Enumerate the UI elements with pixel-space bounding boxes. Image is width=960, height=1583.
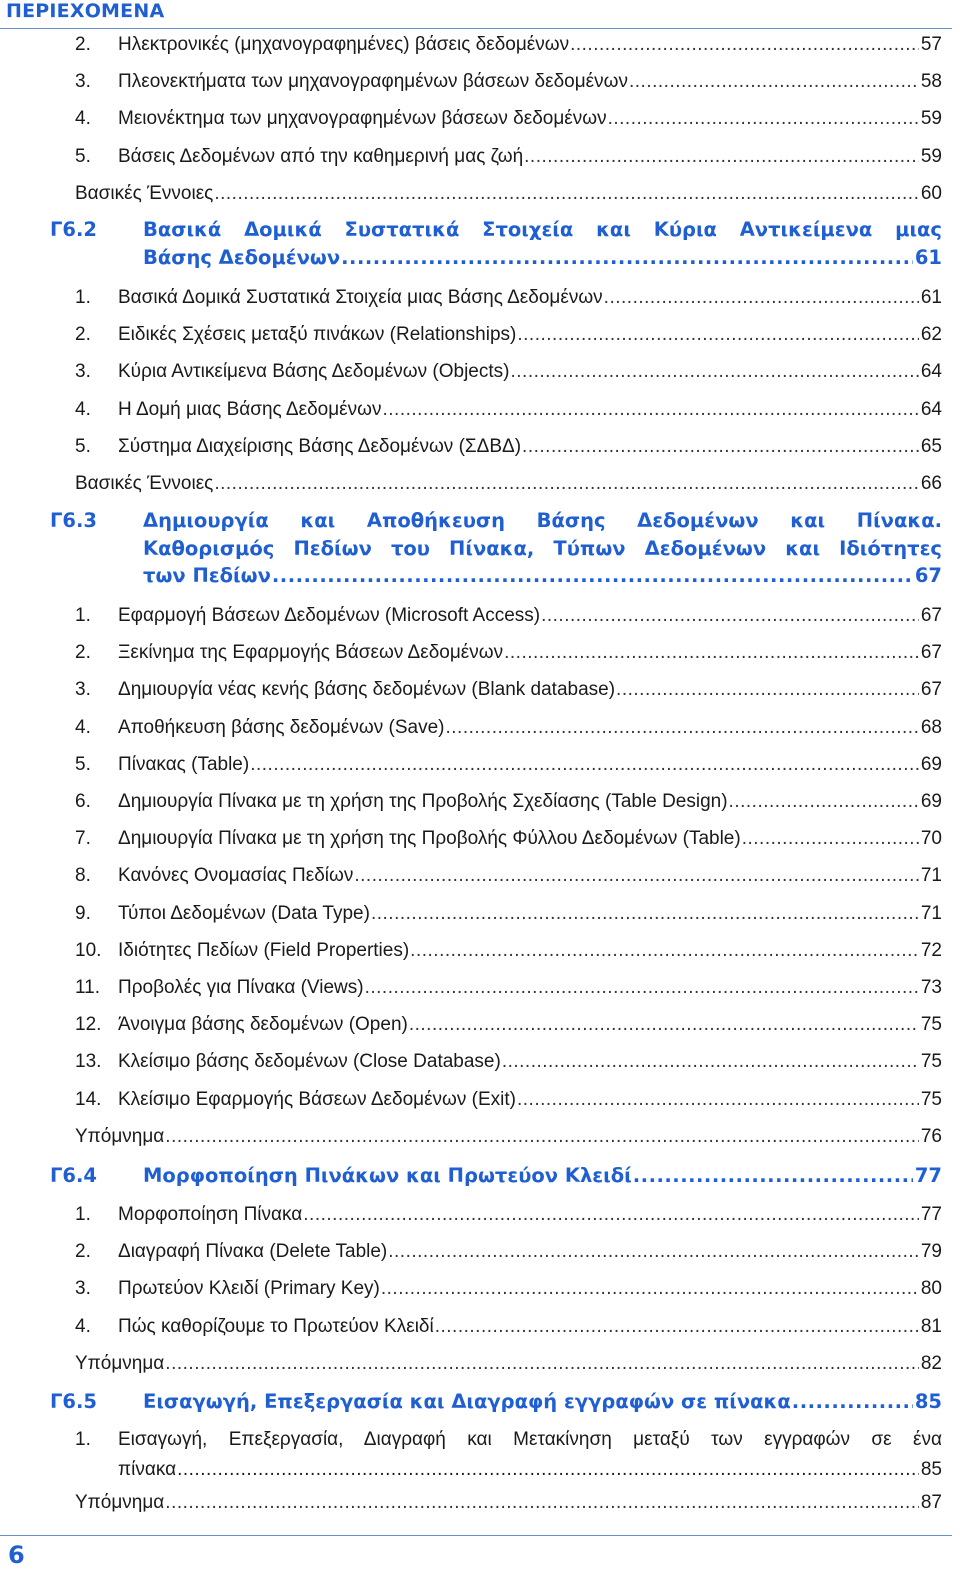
toc-leader-dots xyxy=(729,783,919,820)
toc-leader-dots xyxy=(504,634,919,671)
toc-entry-line xyxy=(118,353,942,390)
toc-leader-dots xyxy=(341,244,913,271)
toc-entry-title: Προβολές για Πίνακα (Views) xyxy=(118,977,364,998)
toc-entry[interactable] xyxy=(0,175,960,212)
toc-leader-dots xyxy=(388,1233,919,1270)
toc-entry[interactable] xyxy=(0,1043,960,1080)
toc-entry-page: 69 xyxy=(920,791,942,812)
toc-leader-dots xyxy=(629,63,919,100)
toc-entry-title: Η Δομή μιας Βάσης Δεδομένων xyxy=(118,398,382,420)
toc-entry-line xyxy=(118,138,942,175)
toc-entry[interactable] xyxy=(0,1196,960,1233)
toc-entry-page: 85 xyxy=(920,1459,942,1480)
toc-entry-line xyxy=(118,391,942,428)
toc-entry[interactable] xyxy=(0,671,960,708)
toc-entry-page: 57 xyxy=(920,34,942,55)
toc-section-code: Γ6.4 xyxy=(50,1164,97,1187)
toc-entry-number: 12. xyxy=(75,1014,102,1036)
toc-entry-number: 3. xyxy=(75,1278,91,1300)
toc-leader-dots xyxy=(502,1043,919,1080)
toc-entry-line xyxy=(118,1270,942,1307)
toc-entry-page: 71 xyxy=(920,865,942,887)
toc-leader-dots xyxy=(517,1081,919,1118)
toc-leader-dots xyxy=(524,138,919,175)
toc-entry-page: 82 xyxy=(920,1352,942,1374)
toc-leader-dots xyxy=(792,1388,913,1415)
toc-entry-line xyxy=(118,1006,942,1043)
toc-section-code: Γ6.3 xyxy=(50,509,97,532)
toc-entry-number: 7. xyxy=(75,828,91,850)
toc-entry-page: 72 xyxy=(920,939,942,961)
toc-entry-page: 71 xyxy=(920,902,942,924)
toc-entry-title: Δημιουργία Πίνακα με τη χρήση της Προβολής Σχεδίασης (Table Design) xyxy=(118,791,728,812)
toc-entry-number: 11. xyxy=(75,977,101,998)
toc-entry-line xyxy=(118,820,942,857)
toc-entry-line xyxy=(75,175,942,212)
toc-entry-line xyxy=(118,1233,942,1270)
toc-entry[interactable] xyxy=(0,353,960,390)
toc-leader-dots xyxy=(272,562,913,589)
toc-entry-number: 10. xyxy=(75,939,102,961)
toc-entry-title: Κλείσιμο βάσης δεδομένων (Close Database) xyxy=(118,1051,501,1073)
toc-entry[interactable] xyxy=(0,1308,960,1345)
toc-entry-page: 67 xyxy=(920,679,942,701)
toc-entry[interactable] xyxy=(0,428,960,465)
toc-entry-number: 2. xyxy=(75,642,91,664)
toc-leader-dots xyxy=(381,1270,919,1307)
toc-entry-page: 61 xyxy=(920,287,942,308)
toc-leader-dots xyxy=(742,820,919,857)
toc-entry-page: 75 xyxy=(920,1088,942,1110)
toc-entry-line xyxy=(75,1118,942,1155)
toc-entry-number: 4. xyxy=(75,1315,91,1337)
toc-section-page: 85 xyxy=(914,1390,942,1413)
toc-section-title-line: Καθορισμός Πεδίων του Πίνακα, Τύπων Δεδομένων και Ιδιότητες xyxy=(143,536,942,560)
toc-entry-line xyxy=(118,671,942,708)
toc-leader-dots xyxy=(410,932,919,969)
toc-entry[interactable] xyxy=(0,100,960,137)
toc-entry-title: Τύποι Δεδομένων (Data Type) xyxy=(118,902,370,924)
toc-entry-line xyxy=(118,597,942,634)
toc-section-code: Γ6.2 xyxy=(50,218,97,241)
toc-entry-page: 64 xyxy=(920,361,942,383)
toc-section-page: 61 xyxy=(914,245,942,269)
toc-section-title: Μορφοποίηση Πινάκων και Πρωτεύον Κλειδί xyxy=(143,1164,632,1187)
toc-entry-title: Ειδικές Σχέσεις μεταξύ πινάκων (Relationships) xyxy=(118,324,517,346)
toc-entry[interactable] xyxy=(0,1270,960,1307)
toc-entry-line xyxy=(118,857,942,894)
toc-entry-number: 1. xyxy=(75,287,91,308)
toc-entry-line xyxy=(118,26,942,63)
toc-leader-dots xyxy=(522,428,919,465)
toc-entry-title: Πώς καθορίζουμε το Πρωτεύον Κλειδί xyxy=(118,1315,434,1337)
toc-entry-number: 3. xyxy=(75,679,91,701)
toc-entry-page: 68 xyxy=(920,716,942,738)
toc-section-title: Βάσης Δεδομένων xyxy=(143,245,341,269)
toc-entry-title: Βασικές Έννοιες xyxy=(75,182,214,204)
toc-leader-dots xyxy=(633,1162,913,1189)
toc-entry[interactable] xyxy=(0,709,960,746)
toc-leader-dots xyxy=(616,671,919,708)
toc-entry-page: 80 xyxy=(920,1278,942,1300)
toc-entry-line xyxy=(118,709,942,746)
toc-leader-dots xyxy=(517,316,918,353)
toc-section-title-line: Δημιουργία και Αποθήκευση Βάσης Δεδομένων και Πίνακα. xyxy=(143,509,942,532)
toc-entry-line xyxy=(118,746,942,783)
toc-entry-page: 67 xyxy=(920,605,942,626)
toc-entry[interactable] xyxy=(0,1345,960,1382)
toc-leader-dots xyxy=(165,1345,919,1382)
toc-entry-line xyxy=(118,895,942,932)
page-number: 6 xyxy=(8,1541,25,1569)
toc-section-title-line xyxy=(143,244,942,271)
toc-entry-page: 62 xyxy=(920,324,942,346)
toc-entry-title: Αποθήκευση βάσης δεδομένων (Save) xyxy=(118,716,445,738)
toc-entry-title: Μειονέκτημα των μηχανογραφημένων βάσεων δεδομένων xyxy=(118,108,607,130)
toc-section-code: Γ6.5 xyxy=(50,1390,97,1413)
toc-entry-number: 1. xyxy=(75,1204,91,1225)
toc-entry-title: Πλεονεκτήματα των μηχανογραφημένων βάσεων δεδομένων xyxy=(118,71,628,93)
toc-entry-title: Άνοιγμα βάσης δεδομένων (Open) xyxy=(118,1014,408,1036)
toc-entry-page: 59 xyxy=(920,108,942,130)
toc-leader-dots xyxy=(371,895,919,932)
toc-leader-dots xyxy=(445,709,918,746)
toc-entry-number: 3. xyxy=(75,361,91,383)
toc-leader-dots xyxy=(604,279,919,316)
toc-entry-page: 67 xyxy=(920,642,942,664)
toc-entry-number: 4. xyxy=(75,398,91,420)
toc-leader-dots xyxy=(250,746,919,783)
toc-section-title-line xyxy=(143,562,942,589)
toc-section-page: 77 xyxy=(914,1164,942,1187)
toc-entry-number: 2. xyxy=(75,1241,91,1263)
toc-leader-dots xyxy=(177,1455,919,1485)
toc-entry-title: Βάσεις Δεδομένων από την καθημερινή μας ζωή xyxy=(118,145,524,167)
toc-entry-title: Δημιουργία Πίνακα με τη χρήση της Προβολής Φύλλου Δεδομένων (Table) xyxy=(118,828,741,850)
page-header-title: ΠΕΡΙΕΧΟΜΕΝΑ xyxy=(6,0,165,22)
toc-entry-title: Δημιουργία νέας κενής βάσης δεδομένων (Blank database) xyxy=(118,679,616,701)
toc-leader-dots xyxy=(409,1006,919,1043)
toc-entry-page: 75 xyxy=(920,1014,942,1036)
toc-section-title: Εισαγωγή, Επεξεργασία και Διαγραφή εγγραφών σε πίνακα xyxy=(143,1390,791,1413)
toc-entry[interactable] xyxy=(0,746,960,783)
toc-leader-dots xyxy=(570,26,919,63)
toc-entry-page: 87 xyxy=(920,1492,942,1513)
toc-entry-line xyxy=(118,428,942,465)
toc-entry-title: Υπόμνημα xyxy=(75,1492,165,1513)
toc-entry-title: Σύστημα Διαχείρισης Βάσης Δεδομένων (ΣΔΒΔ) xyxy=(118,435,522,457)
toc-leader-dots xyxy=(165,1484,919,1521)
toc-entry-line xyxy=(118,634,942,671)
toc-leader-dots xyxy=(510,353,918,390)
toc-leader-dots xyxy=(214,465,919,502)
toc-section-title-line xyxy=(143,1162,942,1189)
toc-entry-page: 69 xyxy=(920,753,942,775)
toc-leader-dots xyxy=(608,100,919,137)
toc-entry-number: 1. xyxy=(75,605,91,626)
toc-entry-number: 4. xyxy=(75,716,91,738)
toc-leader-dots xyxy=(383,391,919,428)
toc-entry-line xyxy=(118,1308,942,1345)
toc-entry[interactable] xyxy=(0,1484,960,1521)
toc-entry-title: Υπόμνημα xyxy=(75,1352,165,1374)
toc-entry[interactable] xyxy=(0,1081,960,1118)
toc-leader-dots xyxy=(365,969,919,1006)
toc-entry[interactable] xyxy=(0,26,960,63)
toc-leader-dots xyxy=(214,175,919,212)
toc-entry-title: Κανόνες Ονομασίας Πεδίων xyxy=(118,865,354,887)
toc-section-page: 67 xyxy=(914,564,942,587)
toc-entry-page: 73 xyxy=(920,977,942,998)
toc-entry-line xyxy=(118,100,942,137)
toc-leader-dots xyxy=(435,1308,919,1345)
toc-entry-page: 65 xyxy=(920,435,942,457)
toc-entry[interactable] xyxy=(0,1233,960,1270)
toc-entry[interactable] xyxy=(0,465,960,502)
toc-entry-page: 58 xyxy=(920,71,942,93)
toc-entry-title: Διαγραφή Πίνακα (Delete Table) xyxy=(118,1241,388,1263)
toc-entry-page: 66 xyxy=(920,473,942,494)
toc-entry-line xyxy=(118,1081,942,1118)
toc-entry[interactable] xyxy=(0,1118,960,1155)
toc-entry[interactable] xyxy=(0,279,960,316)
toc-entry[interactable] xyxy=(0,895,960,932)
toc-entry-page: 75 xyxy=(920,1051,942,1073)
toc-entry-page: 60 xyxy=(920,182,942,204)
toc-entry-title: Ηλεκτρονικές (μηχανογραφημένες) βάσεις δεδομένων xyxy=(118,34,570,55)
toc-entry-line xyxy=(118,63,942,100)
toc-entry-title: Ξεκίνημα της Εφαρμογής Βάσεων Δεδομένων xyxy=(118,642,504,664)
toc-entry-number: 9. xyxy=(75,902,91,924)
toc-entry-line xyxy=(118,279,942,316)
footer-divider xyxy=(0,1535,952,1536)
toc-entry-line xyxy=(118,1043,942,1080)
toc-entry-number: 8. xyxy=(75,865,91,887)
toc-entry-title: Εφαρμογή Βάσεων Δεδομένων (Microsoft Access) xyxy=(118,605,541,626)
toc-entry[interactable] xyxy=(0,597,960,634)
toc-entry[interactable] xyxy=(0,1006,960,1043)
toc-leader-dots xyxy=(165,1118,919,1155)
toc-section-title-line xyxy=(143,1388,942,1415)
toc-entry[interactable] xyxy=(0,391,960,428)
toc-entry-line xyxy=(118,1455,942,1485)
toc-entry[interactable] xyxy=(0,634,960,671)
toc-entry-line xyxy=(118,969,942,1006)
toc-entry-title: Ιδιότητες Πεδίων (Field Properties) xyxy=(118,939,410,961)
toc-entry[interactable] xyxy=(0,63,960,100)
toc-entry-number: 1. xyxy=(75,1429,91,1450)
toc-entry-line xyxy=(118,316,942,353)
toc-section-title: των Πεδίων xyxy=(143,564,271,587)
toc-entry-page: 59 xyxy=(920,145,942,167)
toc-entry-number: 13. xyxy=(75,1051,102,1073)
toc-entry-title: Μορφοποίηση Πίνακα xyxy=(118,1204,303,1225)
toc-entry[interactable] xyxy=(0,138,960,175)
toc-entry-title: Πρωτεύον Κλειδί (Primary Key) xyxy=(118,1278,380,1300)
toc-entry-line xyxy=(75,1345,942,1382)
toc-entry-line xyxy=(118,1196,942,1233)
toc-entry-number: 5. xyxy=(75,435,91,457)
toc-leader-dots xyxy=(541,597,919,634)
toc-entry-line xyxy=(75,465,942,502)
toc-entry-line xyxy=(118,783,942,820)
toc-entry-title: Κλείσιμο Εφαρμογής Βάσεων Δεδομένων (Exit) xyxy=(118,1088,516,1110)
toc-entry-line xyxy=(75,1484,942,1521)
toc-entry[interactable] xyxy=(0,316,960,353)
toc-entry-title: Πίνακας (Table) xyxy=(118,753,250,775)
toc-entry-number: 3. xyxy=(75,71,91,93)
toc-entry-number: 2. xyxy=(75,34,91,55)
toc-entry-number: 5. xyxy=(75,145,91,167)
toc-entry[interactable] xyxy=(0,969,960,1006)
toc-entry-title: Κύρια Αντικείμενα Βάσης Δεδομένων (Objects) xyxy=(118,361,510,383)
toc-section-title-line: Βασικά Δομικά Συστατικά Στοιχεία και Κύρια Αντικείμενα μιας xyxy=(143,218,942,241)
toc-entry-number: 5. xyxy=(75,753,91,775)
toc-entry-number: 2. xyxy=(75,324,91,346)
toc-entry-page: 81 xyxy=(920,1315,942,1337)
toc-entry-page: 70 xyxy=(920,828,942,850)
toc-entry-number: 14. xyxy=(75,1088,102,1110)
toc-entry-page: 79 xyxy=(920,1241,942,1263)
toc-leader-dots xyxy=(303,1196,919,1233)
toc-entry-title: πίνακα xyxy=(118,1459,177,1480)
toc-entry-line xyxy=(118,932,942,969)
toc-entry[interactable] xyxy=(0,820,960,857)
toc-entry-title: Βασικές Έννοιες xyxy=(75,473,214,494)
toc-entry-number: 4. xyxy=(75,108,91,130)
toc-entry-title: Βασικά Δομικά Συστατικά Στοιχεία μιας Βάσης Δεδομένων xyxy=(118,287,603,308)
toc-entry-title-line: Εισαγωγή, Επεξεργασία, Διαγραφή και Μετακίνηση μεταξύ των εγγραφών σε ένα xyxy=(118,1429,942,1450)
toc-entry-page: 76 xyxy=(920,1125,942,1147)
toc-entry[interactable] xyxy=(0,783,960,820)
toc-entry-number: 6. xyxy=(75,791,91,812)
toc-leader-dots xyxy=(354,857,918,894)
toc-entry[interactable] xyxy=(0,932,960,969)
toc-entry-page: 77 xyxy=(920,1204,942,1225)
toc-entry-page: 64 xyxy=(920,398,942,420)
toc-entry[interactable] xyxy=(0,857,960,894)
toc-entry-title: Υπόμνημα xyxy=(75,1125,165,1147)
